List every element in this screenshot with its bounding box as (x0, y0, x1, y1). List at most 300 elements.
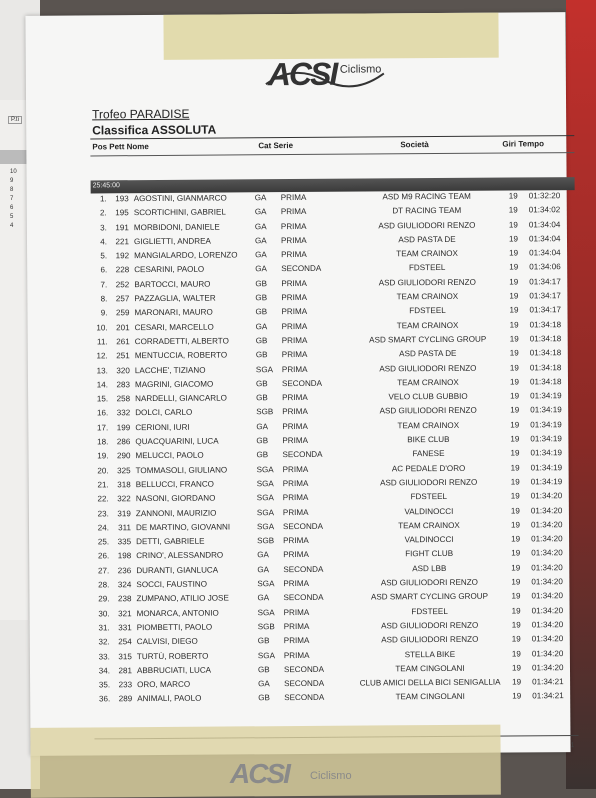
row-pos: 19. (97, 451, 109, 461)
row-name: AGOSTINI, GIANMARCO (133, 193, 227, 204)
row-serie: PRIMA (281, 278, 307, 288)
row-pos: 24. (97, 523, 110, 533)
logo-brand: ACSI (267, 55, 337, 93)
row-cat: GB (256, 450, 269, 460)
row-name: DOLCI, CARLO (135, 408, 193, 418)
row-cat: SGA (257, 579, 275, 589)
row-giri: 19 (510, 391, 520, 401)
row-giri: 19 (511, 577, 521, 587)
row-pos: 13. (96, 365, 108, 375)
row-cat: GB (257, 636, 270, 646)
row-cat: GA (256, 421, 269, 432)
row-societa: ASD M9 RACING TEAM (382, 191, 471, 202)
row-pett: 258 (116, 394, 131, 404)
row-pos: 8. (100, 294, 108, 304)
row-name: ANIMALI, PAOLO (137, 694, 202, 704)
row-giri: 19 (509, 348, 519, 358)
row-giri: 19 (509, 291, 519, 301)
row-pos: 29. (98, 594, 110, 604)
row-name: SOCCI, FAUSTINO (136, 579, 208, 590)
row-name: CORRADETTI, ALBERTO (134, 336, 229, 347)
row-giri: 19 (511, 534, 521, 544)
row-giri: 19 (510, 463, 520, 473)
row-tempo: 01:34:18 (529, 334, 562, 344)
row-pos: 16. (96, 408, 109, 418)
row-pett: 315 (118, 651, 132, 661)
row-cat: GA (254, 193, 267, 203)
row-pett: 193 (115, 194, 129, 204)
row-pett: 321 (118, 608, 132, 618)
row-serie: PRIMA (283, 536, 309, 546)
row-giri: 19 (511, 620, 521, 630)
row-pos: 1. (99, 194, 107, 204)
row-serie: PRIMA (283, 607, 310, 617)
row-cat: SGA (257, 607, 275, 617)
row-giri: 19 (508, 191, 518, 201)
row-pos: 20. (97, 465, 109, 476)
row-cat: GB (257, 665, 270, 675)
row-serie: PRIMA (283, 650, 310, 660)
row-tempo: 01:34:04 (529, 248, 561, 258)
row-giri: 19 (509, 277, 519, 287)
row-societa: ASD GIULIODORI RENZO (379, 406, 477, 416)
row-societa: FIGHT CLUB (405, 549, 454, 559)
row-serie: PRIMA (282, 421, 308, 431)
row-serie: PRIMA (281, 335, 308, 346)
row-pett: 322 (117, 494, 131, 504)
table-row (94, 690, 578, 708)
row-serie: PRIMA (283, 636, 310, 646)
row-pett: 318 (117, 480, 131, 490)
row-tempo: 01:34:17 (529, 291, 561, 301)
row-cat: GA (255, 264, 267, 274)
row-name: ABBRUCIATI, LUCA (136, 665, 212, 675)
row-pos: 10. (96, 322, 108, 333)
row-cat: GB (256, 393, 268, 403)
row-pett: 283 (116, 380, 131, 390)
row-cat: GB (255, 379, 268, 389)
row-name: ORO, MARCO (137, 679, 191, 690)
row-pos: 23. (97, 508, 109, 518)
row-pos: 4. (100, 237, 108, 247)
header-rule-bottom (90, 152, 574, 156)
row-pos: 3. (100, 222, 107, 232)
row-giri: 19 (511, 591, 521, 601)
row-giri: 19 (509, 248, 519, 258)
row-societa: VALDINOCCI (404, 535, 454, 545)
row-tempo: 01:34:20 (531, 620, 564, 630)
row-serie: PRIMA (281, 364, 308, 374)
col-header-societa: Società (400, 140, 429, 150)
row-tempo: 01:34:20 (531, 548, 563, 558)
row-name: DURANTI, GIANLUCA (136, 565, 219, 575)
row-serie: PRIMA (282, 464, 309, 474)
row-name: QUACQUARINI, LUCA (135, 436, 219, 447)
row-tempo: 01:34:20 (530, 505, 563, 515)
row-giri: 19 (510, 405, 520, 415)
row-pett: 236 (117, 565, 132, 575)
row-serie: PRIMA (280, 192, 307, 203)
row-serie: SECONDA (283, 593, 324, 603)
row-cat: GB (255, 336, 268, 346)
row-tempo: 01:34:20 (531, 605, 564, 615)
row-pett: 320 (116, 365, 130, 375)
col-header-giri-tempo: Giri Tempo (502, 139, 545, 149)
row-name: NARDELLI, GIANCARLO (135, 393, 227, 404)
row-serie: PRIMA (280, 235, 307, 246)
row-pett: 324 (117, 580, 132, 590)
row-pos: 5. (100, 251, 108, 261)
row-pett: 311 (118, 522, 132, 533)
row-cat: SGA (256, 507, 275, 517)
row-pett: 192 (115, 251, 130, 261)
row-cat: GA (257, 550, 269, 560)
row-tempo: 01:34:02 (528, 205, 561, 215)
row-serie: PRIMA (282, 493, 309, 503)
row-cat: GB (256, 436, 269, 446)
page-number: 1 (570, 742, 575, 750)
row-name: DE MARTINO, GIOVANNI (135, 522, 231, 532)
row-societa: TEAM CRAINOX (396, 320, 459, 330)
row-societa: TEAM CRAINOX (397, 420, 460, 431)
row-giri: 19 (509, 363, 519, 373)
row-societa: FDSTEEL (410, 492, 448, 502)
row-societa: VELO CLUB GUBBIO (388, 391, 468, 402)
row-name: LACCHE', TIZIANO (134, 365, 206, 375)
row-tempo: 01:34:17 (529, 305, 562, 315)
row-tempo: 01:34:20 (530, 491, 563, 501)
row-tempo: 01:34:21 (532, 691, 564, 701)
row-societa: ASD GIULIODORI RENZO (381, 620, 479, 631)
row-giri: 19 (510, 520, 521, 530)
row-pett: 335 (117, 537, 132, 547)
row-name: GIGLIETTI, ANDREA (133, 236, 211, 247)
row-serie: PRIMA (281, 293, 308, 303)
row-pett: 238 (117, 594, 132, 604)
row-tempo: 01:34:19 (530, 405, 562, 415)
row-serie: PRIMA (282, 407, 308, 417)
side-number: 8 (10, 187, 14, 193)
row-tempo: 01:34:18 (529, 348, 562, 358)
row-pett: 252 (115, 279, 130, 290)
row-pos: 18. (97, 437, 109, 447)
row-pos: 17. (97, 423, 109, 433)
row-serie: PRIMA (282, 393, 308, 403)
row-tempo: 01:34:21 (532, 677, 564, 687)
row-serie: SECONDA (282, 450, 323, 460)
row-name: BELLUCCI, FRANCO (135, 479, 214, 490)
row-giri: 19 (509, 305, 519, 315)
row-tempo: 01:34:19 (530, 434, 562, 444)
row-cat: GB (255, 278, 268, 289)
race-title: Trofeo PARADISE (92, 106, 190, 122)
row-societa: ASD GIULIODORI RENZO (380, 577, 478, 588)
row-giri: 19 (508, 205, 518, 215)
row-name: CALVISI, DIEGO (136, 636, 198, 647)
row-name: MANGIALARDO, LORENZO (134, 250, 238, 261)
row-name: BARTOCCI, MAURO (134, 279, 211, 289)
row-societa: TEAM CRAINOX (396, 291, 459, 302)
row-pett: 233 (118, 680, 133, 690)
row-cat: SGB (257, 622, 275, 632)
row-tempo: 01:34:17 (529, 276, 561, 287)
row-societa: ASD LBB (412, 563, 447, 573)
row-pos: 33. (98, 651, 110, 661)
row-tempo: 01:34:20 (531, 662, 564, 673)
row-tempo: 01:34:20 (531, 634, 564, 644)
row-serie: SECONDA (283, 564, 324, 574)
side-number: 10 (10, 169, 17, 175)
row-name: MENTUCCIA, ROBERTO (134, 350, 228, 361)
row-tempo: 01:34:20 (530, 519, 563, 530)
row-pos: 11. (97, 337, 108, 347)
row-giri: 19 (510, 491, 520, 501)
row-societa: STELLA BIKE (404, 649, 456, 659)
row-societa: FDSTEEL (408, 263, 446, 273)
row-name: SCORTICHINI, GABRIEL (133, 207, 226, 218)
row-name: MELUCCI, PAOLO (135, 451, 204, 461)
row-pett: 331 (118, 623, 132, 633)
row-giri: 19 (509, 262, 519, 273)
row-pos: 27. (98, 566, 110, 576)
row-societa: ASD PASTA DE (398, 234, 456, 245)
row-cat: GB (255, 307, 268, 317)
row-tempo: 01:34:19 (530, 448, 563, 458)
row-societa: ASD GIULIODORI RENZO (378, 277, 476, 288)
row-societa: ASD GIULIODORI RENZO (378, 220, 476, 231)
side-number: 6 (10, 205, 14, 211)
row-giri: 19 (512, 677, 522, 687)
row-societa: TEAM CINGOLANI (395, 692, 465, 702)
row-cat: SGB (257, 536, 275, 546)
row-pos: 36. (98, 694, 111, 704)
row-cat: GB (258, 693, 270, 703)
row-tempo: 01:34:20 (531, 534, 563, 544)
row-societa: ASD SMART CYCLING GROUP (369, 334, 487, 345)
row-cat: GA (254, 236, 267, 246)
row-pett: 325 (117, 465, 131, 475)
row-tempo: 01:34:19 (530, 419, 562, 430)
row-pos: 31. (98, 623, 110, 633)
row-tempo: 01:34:19 (530, 391, 562, 401)
row-pos: 2. (100, 208, 107, 218)
col-header-cat-serie: Cat Serie (258, 141, 294, 151)
row-serie: PRIMA (280, 221, 307, 231)
row-name: TURTÙ, ROBERTO (136, 651, 209, 661)
row-giri: 19 (511, 663, 522, 673)
row-giri: 19 (511, 548, 521, 558)
group-label: 25:45:00 (92, 182, 120, 190)
row-societa: TEAM CRAINOX (397, 377, 459, 388)
row-name: MORBIDONI, DANIELE (133, 222, 220, 232)
row-cat: SGB (256, 407, 274, 417)
classification-title: Classifica ASSOLUTA (92, 122, 217, 138)
row-tempo: 01:34:19 (530, 477, 563, 487)
row-serie: SECONDA (284, 678, 325, 689)
row-giri: 19 (508, 220, 518, 230)
row-giri: 19 (509, 334, 519, 344)
row-name: DETTI, GABRIELE (136, 536, 205, 547)
side-sheet (0, 100, 28, 620)
row-cat: GA (257, 564, 270, 575)
row-serie: PRIMA (282, 435, 309, 446)
row-pos: 28. (98, 580, 110, 590)
row-societa: FDSTEEL (409, 306, 446, 316)
row-societa: FDSTEEL (411, 606, 448, 616)
row-pos: 34. (98, 666, 111, 676)
row-serie: PRIMA (283, 578, 310, 589)
row-tempo: 01:34:20 (531, 648, 564, 658)
row-serie: SECONDA (282, 521, 324, 531)
row-serie: SECONDA (283, 664, 325, 674)
row-cat: GB (255, 350, 268, 360)
results-sheet (25, 12, 575, 756)
row-giri: 19 (509, 377, 520, 387)
row-serie: PRIMA (280, 207, 307, 217)
row-giri: 19 (511, 563, 521, 573)
row-cat: GA (255, 321, 268, 331)
row-name: MAGRINI, GIACOMO (134, 379, 214, 389)
row-cat: SGA (256, 479, 274, 489)
results-table (91, 190, 579, 708)
row-pett: 319 (117, 508, 131, 518)
row-pos: 6. (100, 265, 108, 275)
row-serie: SECONDA (281, 378, 323, 388)
row-societa: TEAM CINGOLANI (395, 663, 465, 674)
row-pett: 221 (115, 237, 130, 247)
row-cat: GA (257, 593, 270, 603)
row-pett: 332 (116, 408, 131, 418)
row-name: CERIONI, IURI (135, 422, 190, 432)
row-pos: 25. (97, 537, 110, 547)
row-name: MARONARI, MAURO (134, 307, 213, 318)
row-pett: 251 (116, 351, 130, 361)
tape-top (163, 13, 498, 60)
side-number: 9 (10, 178, 14, 184)
row-tempo: 01:34:19 (530, 462, 563, 473)
row-name: CESARINI, PAOLO (134, 265, 205, 275)
row-giri: 19 (512, 691, 522, 701)
row-cat: GA (254, 221, 267, 231)
row-cat: GA (254, 207, 267, 217)
row-serie: PRIMA (282, 507, 309, 517)
row-cat: GA (255, 250, 267, 260)
row-pett: 191 (115, 222, 129, 232)
row-name: PIOMBETTI, PAOLO (136, 622, 213, 633)
side-sheet-numbers (10, 168, 17, 231)
row-tempo: 01:34:04 (528, 219, 561, 229)
row-pos: 7. (100, 280, 108, 290)
row-societa: BIKE CLUB (407, 434, 450, 445)
row-serie: PRIMA (283, 621, 310, 632)
row-cat: SGA (256, 493, 274, 503)
row-societa: VALDINOCCI (404, 506, 454, 516)
row-name: ZANNONI, MAURIZIO (135, 508, 217, 518)
row-serie: PRIMA (281, 321, 308, 331)
row-giri: 19 (511, 606, 521, 616)
row-tempo: 01:34:18 (529, 377, 562, 387)
row-pett: 201 (116, 322, 130, 332)
logo-sub: Ciclismo (339, 63, 382, 76)
row-pos: 26. (97, 551, 110, 561)
side-sheet-band (0, 150, 28, 164)
row-pos: 30. (98, 608, 110, 619)
side-number: 5 (10, 214, 14, 220)
row-societa: TEAM CRAINOX (398, 520, 460, 531)
row-pos: 21. (97, 480, 109, 490)
bottom-logo-brand: ACSI (230, 758, 289, 789)
bottom-logo-sub: Ciclismo (310, 770, 352, 782)
row-giri: 19 (510, 448, 520, 458)
row-tempo: 01:34:18 (529, 362, 562, 372)
row-tempo: 01:34:20 (531, 562, 563, 573)
row-giri: 19 (510, 420, 520, 430)
row-serie: PRIMA (281, 250, 307, 260)
row-pos: 22. (97, 494, 109, 504)
row-societa: ASD SMART CYCLING GROUP (370, 591, 489, 602)
row-pett: 259 (115, 308, 130, 318)
row-cat: SGA (255, 364, 274, 374)
acsi-logo (264, 55, 414, 93)
row-name: MONARCA, ANTONIO (136, 608, 219, 618)
col-header-pos-pett-nome: Pos Pett Nome (92, 142, 149, 152)
row-societa: ASD PASTA DE (399, 349, 457, 359)
row-giri: 19 (509, 320, 519, 330)
row-pett: 261 (116, 337, 130, 347)
row-tempo: 01:34:20 (531, 591, 564, 601)
row-serie: PRIMA (281, 307, 308, 317)
side-number: 4 (10, 223, 14, 229)
row-name: ZUMPANO, ATILIO JOSE (136, 593, 229, 604)
row-giri: 19 (510, 434, 520, 444)
row-pos: 14. (96, 380, 109, 390)
row-serie: PRIMA (283, 550, 309, 560)
row-giri: 19 (510, 477, 520, 487)
row-tempo: 01:34:06 (529, 262, 561, 272)
row-giri: 19 (508, 234, 519, 244)
row-cat: SGA (256, 521, 275, 532)
row-name: CESARI, MARCELLO (134, 322, 214, 332)
row-serie: SECONDA (281, 264, 322, 274)
side-number: 7 (10, 196, 14, 202)
row-cat: GB (255, 293, 268, 303)
row-serie: PRIMA (281, 350, 308, 360)
row-pett: 254 (118, 637, 132, 647)
row-societa: ASD GIULIODORI RENZO (380, 477, 478, 488)
row-pos: 9. (100, 308, 108, 318)
row-giri: 19 (511, 648, 521, 659)
row-giri: 19 (511, 634, 521, 644)
row-societa: FANESE (412, 449, 445, 459)
row-cat: SGA (256, 464, 274, 474)
row-tempo: 01:32:20 (528, 191, 561, 201)
row-pos: 15. (96, 394, 109, 404)
row-societa: DT RACING TEAM (392, 206, 462, 216)
row-societa: CLUB AMICI DELLA BICI SENIGALLIA (359, 677, 501, 688)
row-name: CRINO', ALESSANDRO (136, 550, 224, 561)
row-societa: ASD GIULIODORI RENZO (381, 634, 479, 645)
row-serie: PRIMA (282, 478, 309, 489)
row-cat: GA (258, 679, 270, 689)
row-pett: 199 (116, 422, 131, 433)
row-pos: 12. (96, 351, 108, 361)
row-giri: 19 (510, 505, 520, 516)
row-pett: 228 (115, 265, 130, 275)
row-pett: 289 (118, 694, 133, 704)
row-serie: SECONDA (284, 693, 325, 703)
side-sheet-label: P.ti (8, 116, 22, 124)
row-pett: 195 (115, 208, 129, 218)
